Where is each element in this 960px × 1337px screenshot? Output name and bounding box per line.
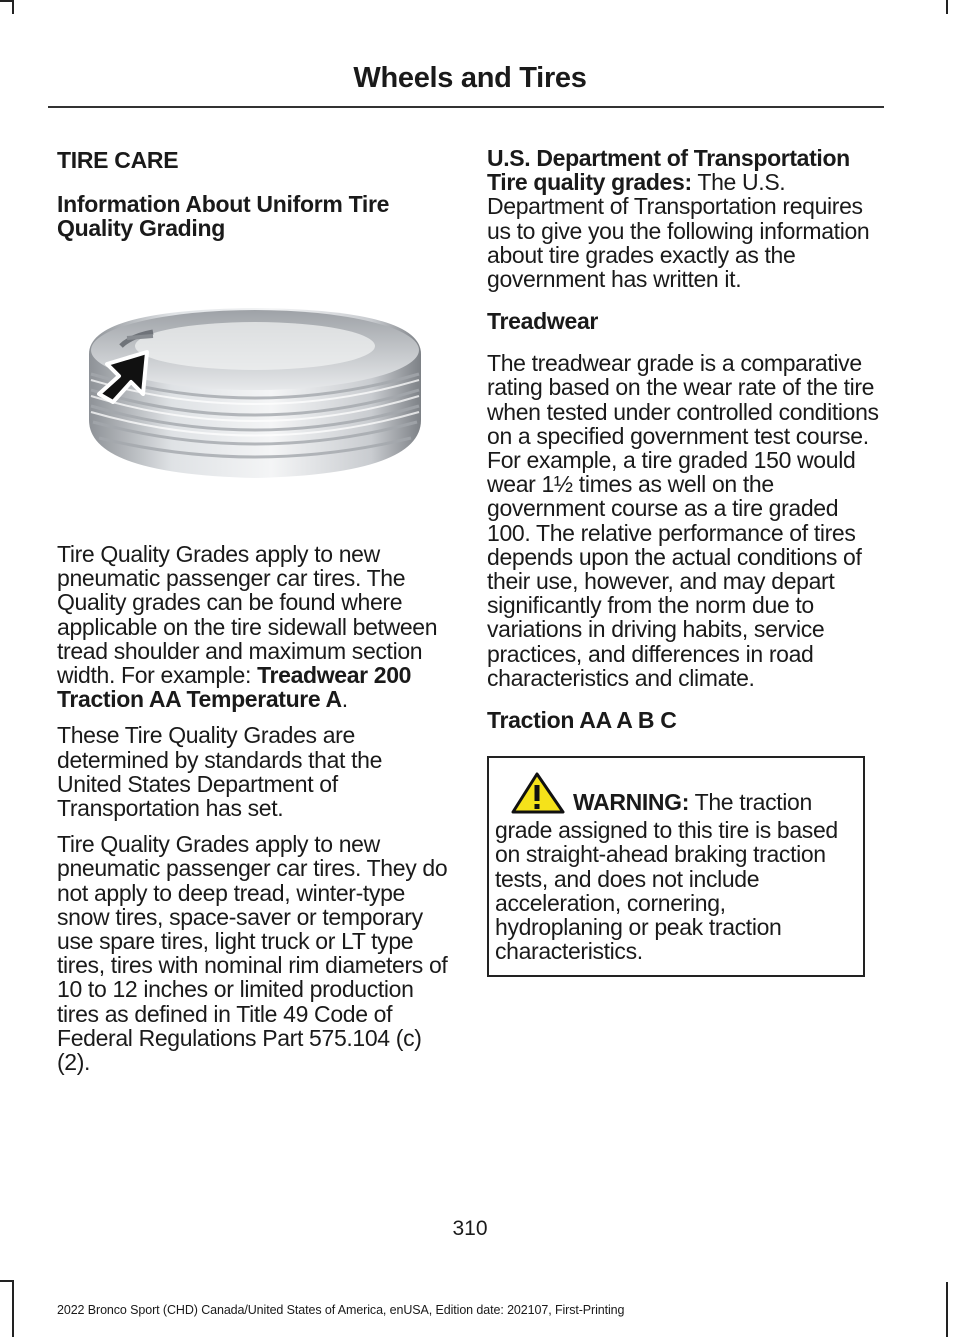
right-column — [487, 146, 879, 977]
crop-mark — [0, 0, 12, 2]
tire-illustration — [57, 252, 449, 542]
traction-heading: Traction AA A B C — [487, 707, 677, 734]
warning-paragraph — [495, 772, 857, 963]
para-treadwear: The treadwear grade is a comparative rating based on the wear rate of the tire when tested under controlled conditions on a specified government test course. For example, a tire graded 150 would wear 1½ times as well on the government course as a tire graded 100. The relative performance of tires depends upon the actual conditions of their use, however, and may depart significantly from the norm due to variations in driving habits, service practices, and differences in road characteristics and climate. — [487, 350, 879, 691]
crop-mark — [946, 0, 948, 14]
para-grades-intro-text: Tire Quality Grades apply to new pneumatic passenger car tires. The Quality grades can be found where applicable on the tire sidewall between tread shoulder and maximum section width. For example: — [57, 541, 438, 689]
dot-text: The U.S. Department of Transportation requires us to give you the following information about tire grades exactly as the government has written it. — [487, 169, 870, 293]
para-grades-intro-end: . — [341, 686, 348, 713]
warning-label: WARNING: — [573, 789, 690, 816]
crop-mark — [12, 0, 14, 14]
footer-edition: 2022 Bronco Sport (CHD) Canada/United States of America, enUSA, Edition date: 202107, First-Printing — [57, 1303, 625, 1317]
para-grades-intro — [57, 542, 449, 711]
left-column — [57, 146, 449, 1086]
warning-text: The traction grade assigned to this tire is based on straight-ahead braking traction tests, and does not include acceleration, cornering, hydroplaning or peak traction characteristics. — [495, 789, 838, 965]
crop-mark — [946, 1282, 948, 1337]
tire-image — [77, 302, 433, 487]
para-grades-standards: These Tire Quality Grades are determined by standards that the United States Department of Transportation has set. — [57, 722, 383, 822]
warning-box — [487, 756, 865, 977]
page-header-title: Wheels and Tires — [353, 62, 587, 94]
section-title: TIRE CARE — [57, 147, 179, 173]
crop-mark — [12, 1282, 14, 1337]
warning-triangle-icon — [503, 772, 567, 818]
subsection-title: Information About Uniform Tire Quality Grading — [57, 191, 390, 241]
page-number: 310 — [452, 1217, 488, 1240]
treadwear-heading: Treadwear — [487, 308, 599, 335]
para-dot-grades — [487, 146, 879, 291]
header-divider — [48, 106, 884, 108]
para-grades-exclusions: Tire Quality Grades apply to new pneumatic passenger car tires. They do not apply to deep tread, winter-type snow tires, space-saver or temporary use spare tires, light truck or LT type tires, tires with nominal rim diameters of 10 to 12 inches or limited production tires as defined in Title 49 Code of Federal Regulations Part 575.104 (c)(2). — [57, 831, 448, 1076]
dot-heading: U.S. Department of Transportation Tire quality grades: — [487, 145, 850, 196]
example-grade: Treadwear 200 Traction AA Temperature A — [57, 662, 412, 713]
